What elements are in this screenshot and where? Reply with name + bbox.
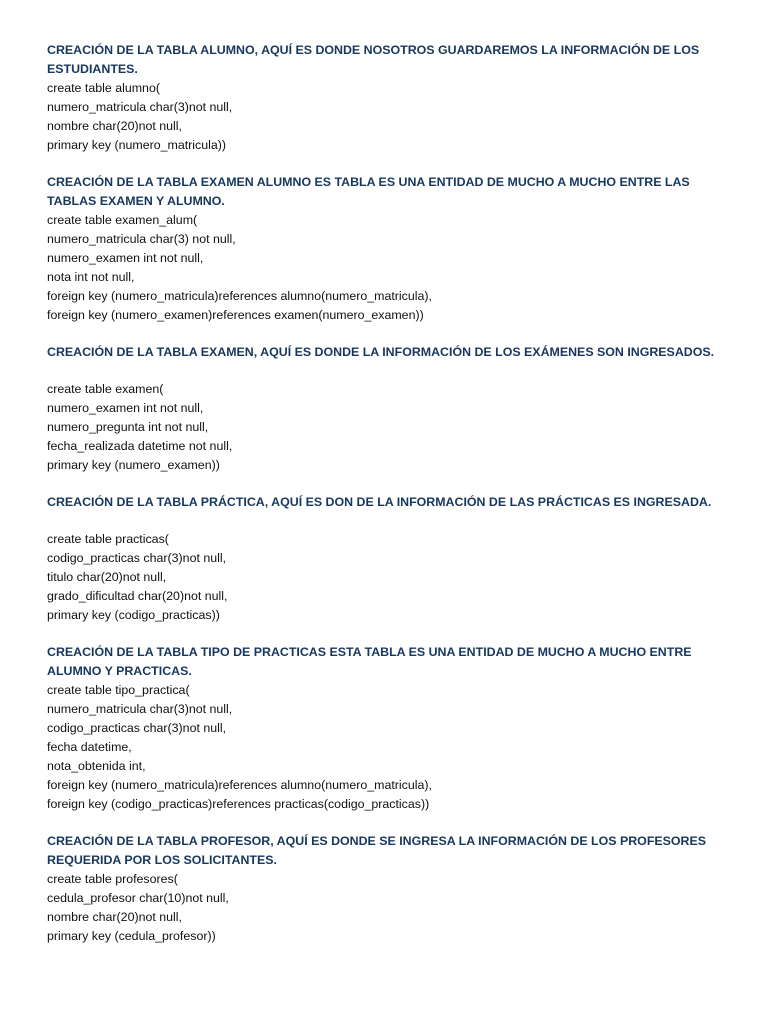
code-line: nota int not null, [47,270,135,284]
document-page [47,41,727,964]
section-heading: CREACIÓN DE LA TABLA PRÁCTICA, AQUÍ ES DON DE LA INFORMACIÓN DE LAS PRÁCTICAS ES INGRESADA. [47,495,712,509]
section-tipo-practicas [47,643,727,814]
section-heading: CREACIÓN DE LA TABLA EXAMEN ALUMNO ES TABLA ES UNA ENTIDAD DE MUCHO A MUCHO ENTRE LAS TABLAS EXAMEN Y ALUMNO. [47,175,690,208]
code-line: numero_matricula char(3) not null, [47,232,236,246]
code-line: numero_matricula char(3)not null, [47,702,233,716]
code-line: foreign key (codigo_practicas)references practicas(codigo_practicas)) [47,797,430,811]
code-line: codigo_practicas char(3)not null, [47,551,227,565]
code-line: primary key (codigo_practicas)) [47,608,220,622]
code-line: create table profesores( [47,872,178,886]
code-line: nombre char(20)not null, [47,910,182,924]
code-line: cedula_profesor char(10)not null, [47,891,229,905]
section-profesor [47,832,727,946]
code-line: create table tipo_practica( [47,683,190,697]
section-heading: CREACIÓN DE LA TABLA PROFESOR, AQUÍ ES DONDE SE INGRESA LA INFORMACIÓN DE LOS PROFESORES REQUERIDA POR LOS SOLICITANTES. [47,834,707,867]
code-line: create table alumno( [47,81,160,95]
code-line: foreign key (numero_matricula)references alumno(numero_matricula), [47,289,432,303]
blank-line [47,512,727,530]
blank-line [47,362,727,380]
section-heading: CREACIÓN DE LA TABLA EXAMEN, AQUÍ ES DONDE LA INFORMACIÓN DE LOS EXÁMENES SON INGRESADOS. [47,345,715,359]
code-line: foreign key (numero_examen)references examen(numero_examen)) [47,308,424,322]
code-line: create table practicas( [47,532,169,546]
section-practica [47,493,727,625]
code-line: grado_dificultad char(20)not null, [47,589,228,603]
code-line: titulo char(20)not null, [47,570,167,584]
code-line: primary key (numero_matricula)) [47,138,227,152]
code-line: numero_matricula char(3)not null, [47,100,233,114]
section-heading: CREACIÓN DE LA TABLA ALUMNO, AQUÍ ES DONDE NOSOTROS GUARDAREMOS LA INFORMACIÓN DE LOS ESTUDIANTES. [47,43,700,76]
section-alumno [47,41,727,155]
code-line: create table examen_alum( [47,213,198,227]
code-line: numero_pregunta int not null, [47,420,209,434]
code-line: foreign key (numero_matricula)references alumno(numero_matricula), [47,778,432,792]
code-line: numero_examen int not null, [47,401,204,415]
code-line: fecha_realizada datetime not null, [47,439,233,453]
code-line: nota_obtenida int, [47,759,146,773]
code-line: fecha datetime, [47,740,132,754]
code-line: codigo_practicas char(3)not null, [47,721,227,735]
section-heading: CREACIÓN DE LA TABLA TIPO DE PRACTICAS ESTA TABLA ES UNA ENTIDAD DE MUCHO A MUCHO ENTRE ALUMNO Y PRACTICAS. [47,645,692,678]
section-examen-alumno [47,173,727,325]
section-examen [47,343,727,475]
code-line: nombre char(20)not null, [47,119,182,133]
code-line: numero_examen int not null, [47,251,204,265]
code-line: create table examen( [47,382,164,396]
code-line: primary key (numero_examen)) [47,458,220,472]
code-line: primary key (cedula_profesor)) [47,929,216,943]
